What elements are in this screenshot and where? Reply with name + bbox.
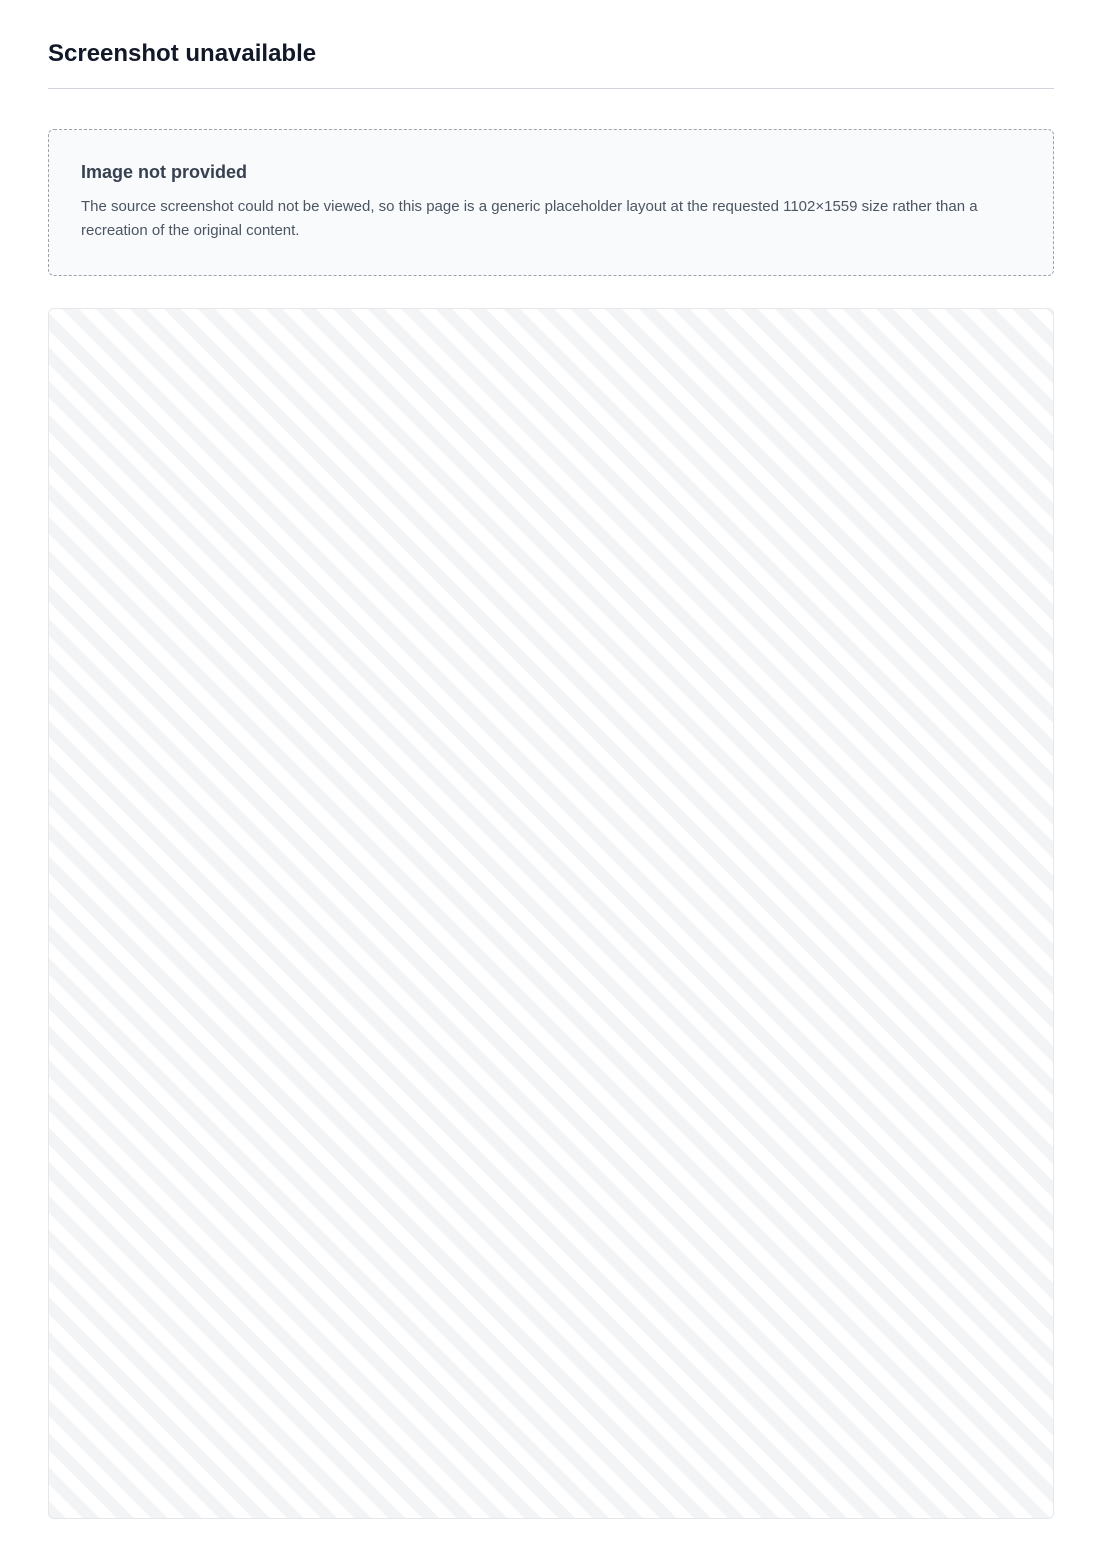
page-header bbox=[48, 40, 1054, 89]
notice-text: The source screenshot could not be viewed, so this page is a generic placeholder layout at the requested 1102×1559 size rather than a recreation of the original content. bbox=[81, 198, 978, 239]
notice-panel bbox=[48, 129, 1054, 276]
page-title: Screenshot unavailable bbox=[48, 40, 317, 67]
placeholder-content-area bbox=[48, 308, 1054, 1519]
notice-heading: Image not provided bbox=[81, 162, 248, 182]
